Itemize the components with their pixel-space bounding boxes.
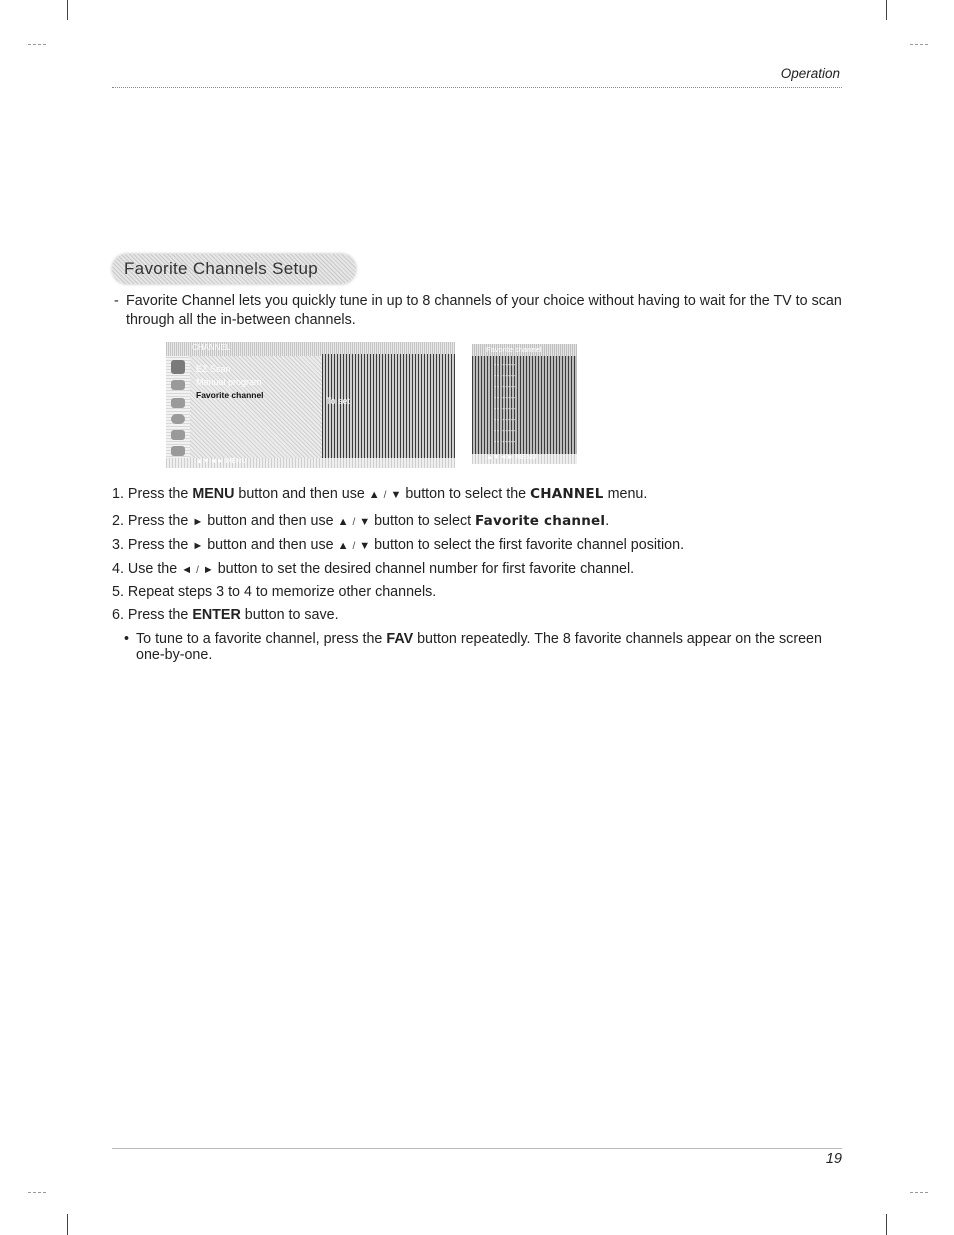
up-arrow-icon: ▲	[337, 516, 349, 528]
trim-mark	[910, 44, 928, 45]
osd-menu-icon-column	[166, 356, 190, 460]
favorite-channel-label: Favorite channel	[475, 513, 606, 529]
step-4: 4. Use the ◄ / ► button to set the desired channel number for first favorite channel.	[112, 561, 635, 577]
step-6: 6. Press the ENTER button to save.	[112, 607, 339, 623]
osd-favorite-footer	[472, 454, 577, 464]
enter-key-label: ENTER	[192, 607, 241, 623]
page-number: 19	[825, 1151, 842, 1167]
favorite-slot: -- -----	[494, 439, 517, 446]
right-arrow-icon: ►	[192, 516, 204, 528]
down-arrow-icon: ▼	[359, 516, 371, 528]
osd-menu-item-favorite-channel: Favorite channel	[196, 390, 264, 400]
right-arrow-icon: ►	[202, 564, 214, 576]
step-2: 2. Press the ► button and then use ▲ / ▼ button to select Favorite channel.	[112, 513, 610, 529]
favorite-slot: -- -----	[494, 384, 517, 391]
osd-menu-item-ez-scan: EZ Scan	[196, 364, 231, 374]
footer-divider	[112, 1148, 842, 1149]
section-heading-text: Favorite Channels Setup	[124, 259, 319, 278]
option-icon	[171, 430, 185, 440]
osd-favorite-footer-text: ▲▼◄► MENU	[486, 454, 537, 461]
intro-text: Favorite Channel lets you quickly tune in up to 8 channels of your choice without having to wait for the TV to scan through all the in-between channels.	[126, 293, 842, 328]
osd-favorite-titlebar	[472, 344, 577, 356]
section-heading	[112, 254, 356, 284]
sound-icon	[171, 398, 185, 408]
favorite-slot: -- -----	[494, 406, 517, 413]
osd-favorite-title: Favorite channel	[486, 345, 542, 354]
trim-mark	[28, 1192, 46, 1193]
lock-icon	[171, 446, 185, 456]
osd-favorite-list-screenshot	[472, 344, 577, 464]
channel-icon	[171, 360, 185, 374]
osd-menu-submenu-panel	[322, 354, 455, 466]
trim-mark	[910, 1192, 928, 1193]
clock-icon	[171, 414, 185, 424]
favorite-slot: -- -----	[494, 417, 517, 424]
step-3: 3. Press the ► button and then use ▲ / ▼ button to select the first favorite channel position.	[112, 537, 685, 553]
up-arrow-icon: ▲	[337, 540, 349, 552]
intro-paragraph	[112, 292, 852, 330]
tip-bullet: •	[124, 631, 130, 647]
step-1: 1. Press the MENU button and then use ▲ / ▼ button to select the CHANNEL menu.	[112, 486, 648, 502]
osd-menu-submenu-text: To set	[326, 396, 351, 406]
picture-icon	[171, 380, 185, 390]
osd-menu-footer-text: ▲▼◄► MENU	[196, 458, 247, 465]
favorite-slot: -- -----	[494, 373, 517, 380]
down-arrow-icon: ▼	[359, 540, 371, 552]
tip-note	[124, 631, 824, 663]
intro-bullet: -	[114, 293, 119, 309]
osd-menu-footer	[166, 458, 455, 468]
fav-key-label: FAV	[386, 631, 414, 647]
osd-menu-item-manual-program: Manual program	[196, 377, 262, 387]
favorite-slot: -- -----	[494, 428, 517, 435]
osd-menu-title: CHANNEL	[192, 343, 231, 352]
right-arrow-icon: ►	[192, 540, 204, 552]
crop-mark	[67, 0, 68, 20]
crop-mark	[886, 0, 887, 20]
crop-mark	[886, 1214, 887, 1235]
osd-channel-menu-screenshot	[166, 342, 455, 468]
tip-text: To tune to a favorite channel, press the FAV button repeatedly. The 8 favorite channels appear on the screen one-by-one.	[136, 631, 822, 663]
header-divider	[112, 87, 842, 88]
down-arrow-icon: ▼	[390, 489, 402, 501]
channel-menu-label: CHANNEL	[530, 486, 604, 502]
up-arrow-icon: ▲	[368, 489, 380, 501]
menu-key-label: MENU	[192, 486, 235, 502]
running-header: Operation	[780, 66, 840, 81]
trim-mark	[28, 44, 46, 45]
crop-mark	[67, 1214, 68, 1235]
left-arrow-icon: ◄	[181, 564, 193, 576]
favorite-slot: -- -----	[494, 362, 517, 369]
step-5: 5. Repeat steps 3 to 4 to memorize other channels.	[112, 584, 437, 600]
favorite-slot: -- -----	[494, 395, 517, 402]
